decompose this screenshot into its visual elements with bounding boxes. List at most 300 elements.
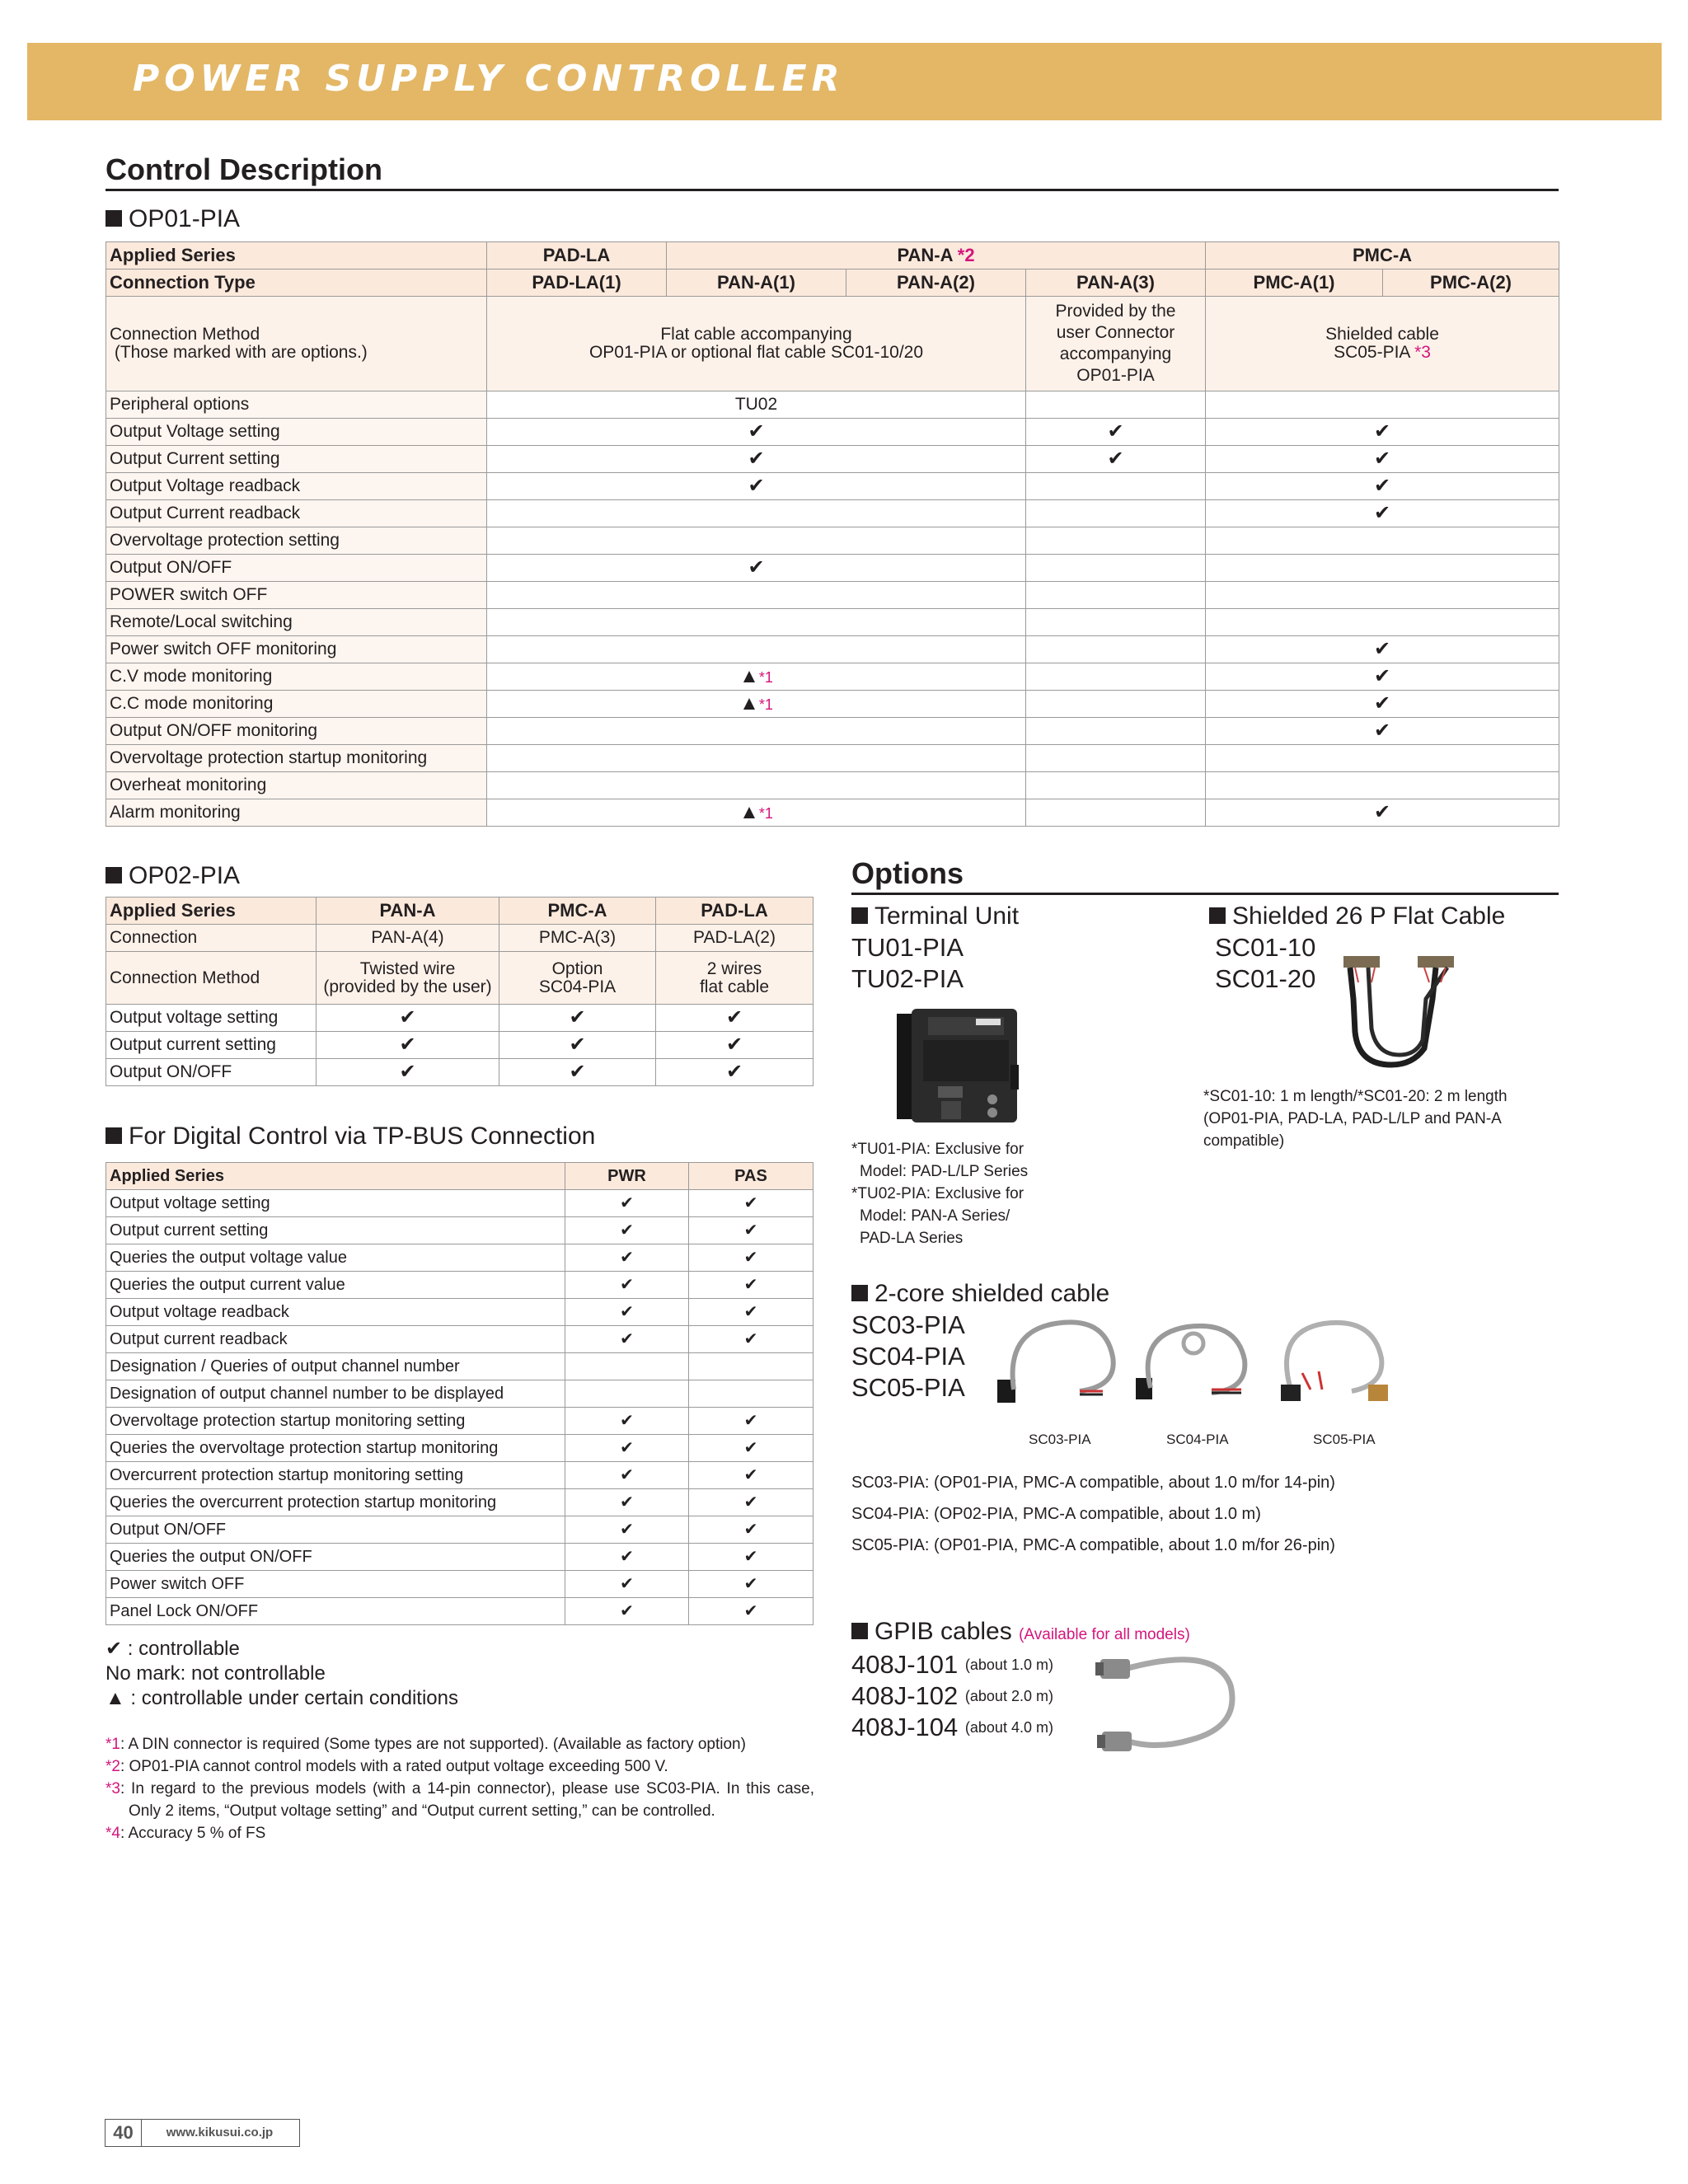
- header-cell: PAD-LA: [487, 242, 667, 269]
- note-line: SC03-PIA: (OP01-PIA, PMC-A compatible, about 1.0 m/for 14-pin): [851, 1474, 1335, 1492]
- table-cell: [1026, 391, 1206, 419]
- footer-url: www.kikusui.co.jp: [140, 2119, 300, 2147]
- row-label: [106, 297, 487, 391]
- table-row: [106, 1059, 814, 1086]
- table-row: [106, 609, 1559, 636]
- row-label: Output ON/OFF: [106, 555, 487, 582]
- legend: [106, 1637, 458, 1711]
- row-label: Output ON/OFF monitoring: [106, 718, 487, 745]
- table-cell: [1026, 772, 1206, 799]
- table-row: [106, 718, 1559, 745]
- gpib-cable-photo: [1092, 1652, 1240, 1755]
- table-cell: ✔: [689, 1544, 814, 1571]
- table-cell: [487, 527, 1026, 555]
- table-cell: [1206, 745, 1559, 772]
- gpib-model: [851, 1712, 1053, 1743]
- terminal-heading: [851, 902, 1019, 930]
- table-row: [106, 1299, 814, 1326]
- header-cell: Connection Type: [106, 269, 487, 297]
- options-title: Options: [851, 856, 964, 890]
- header-banner: [27, 43, 1662, 120]
- table-row: [106, 555, 1559, 582]
- twocore-models: [851, 1310, 965, 1404]
- table-row: [106, 269, 1559, 297]
- note-line: SC05-PIA: (OP01-PIA, PMC-A compatible, about 1.0 m/for 26-pin): [851, 1536, 1335, 1554]
- table-cell: [487, 419, 1026, 446]
- table-row: [106, 1005, 814, 1032]
- legend-controllable: ✔ : controllable: [106, 1638, 240, 1660]
- table-cell: ✔: [1206, 473, 1559, 500]
- row-label: Output ON/OFF: [106, 1059, 316, 1086]
- table-cell: [1206, 609, 1559, 636]
- table-cell: [1026, 582, 1206, 609]
- table-cell: ✔: [565, 1326, 689, 1353]
- options-rule: [851, 893, 1559, 895]
- cell-mark: ✔: [748, 556, 765, 579]
- header-cell: Applied Series: [106, 1163, 565, 1190]
- footnote-2: [106, 1755, 814, 1778]
- model-name: SC01-10: [1215, 933, 1316, 962]
- legend-not-controllable: No mark: not controllable: [106, 1662, 326, 1685]
- table-row: [106, 500, 1559, 527]
- table-row: [106, 898, 814, 925]
- row-label: C.C mode monitoring: [106, 691, 487, 718]
- banner-title: POWER SUPPLY CONTROLLER: [133, 58, 845, 100]
- cell-line: SC05-PIA: [1334, 343, 1410, 362]
- table-row: [106, 1244, 814, 1272]
- table-cell: ✔: [565, 1544, 689, 1571]
- footnote-mark: *1: [758, 668, 773, 686]
- note-line: Model: PAD-L/LP Series: [860, 1163, 1029, 1180]
- method-shield-cell: [1206, 297, 1559, 391]
- cell-line: (provided by the user): [323, 977, 492, 996]
- flat-cable-heading: [1209, 902, 1505, 930]
- table-row: [106, 663, 1559, 691]
- op02-heading-text: OP02-PIA: [129, 862, 241, 889]
- header-cell: PAD-LA(1): [487, 269, 667, 297]
- header-cell: PAN-A(1): [667, 269, 846, 297]
- op02-table: [106, 897, 814, 1086]
- header-cell: PWR: [565, 1163, 689, 1190]
- cell-mark: ▲: [739, 691, 759, 715]
- header-cell: Applied Series: [106, 898, 316, 925]
- table-cell: ✔: [689, 1516, 814, 1544]
- table-row: [106, 1272, 814, 1299]
- table-cell: ✔: [1206, 419, 1559, 446]
- table-cell: ✔: [499, 1059, 656, 1086]
- footnotes: [106, 1733, 814, 1844]
- table-cell: [1026, 527, 1206, 555]
- footnote-mark: *4: [106, 1825, 120, 1842]
- row-label: Connection: [106, 925, 316, 952]
- table-row: [106, 745, 1559, 772]
- row-label: Output Voltage readback: [106, 473, 487, 500]
- cell-line: Twisted wire: [359, 958, 456, 978]
- table-row: [106, 297, 1559, 391]
- row-label: Output ON/OFF: [106, 1516, 565, 1544]
- table-cell: PMC-A(3): [499, 925, 656, 952]
- note-line: *TU02-PIA: Exclusive for: [851, 1185, 1025, 1202]
- table-cell: ✔: [656, 1032, 814, 1059]
- table-cell: [487, 555, 1026, 582]
- table-cell: [689, 1353, 814, 1380]
- table-cell: [565, 1353, 689, 1380]
- table-cell: [487, 718, 1026, 745]
- row-label: Queries the output ON/OFF: [106, 1544, 565, 1571]
- table-cell: ✔: [1026, 419, 1206, 446]
- table-row: [106, 1544, 814, 1571]
- table-cell: ✔: [689, 1326, 814, 1353]
- flat-cable-heading-text: Shielded 26 P Flat Cable: [1232, 902, 1506, 930]
- terminal-heading-text: Terminal Unit: [874, 902, 1020, 930]
- model-length: (about 1.0 m): [964, 1657, 1053, 1673]
- table-row: [106, 419, 1559, 446]
- twocore-heading-text: 2-core shielded cable: [874, 1280, 1110, 1307]
- model-length: (about 2.0 m): [964, 1688, 1053, 1704]
- table-row: [106, 691, 1559, 718]
- op01-heading: [106, 205, 240, 233]
- cell-line: Provided by the: [1055, 302, 1176, 321]
- table-cell: [1026, 636, 1206, 663]
- model-name: 408J-102: [851, 1681, 959, 1710]
- table-row: [106, 1571, 814, 1598]
- row-label: Output voltage readback: [106, 1299, 565, 1326]
- row-label: Overvoltage protection setting: [106, 527, 487, 555]
- table-cell: ✔: [565, 1516, 689, 1544]
- method-user-cell: [1026, 297, 1206, 391]
- row-label: Queries the output current value: [106, 1272, 565, 1299]
- table-row: [106, 1516, 814, 1544]
- twocore-heading: [851, 1280, 1109, 1308]
- row-label: Overvoltage protection startup monitoring: [106, 745, 487, 772]
- table-cell: [487, 500, 1026, 527]
- table-row: [106, 1326, 814, 1353]
- header-cell: PMC-A(1): [1206, 269, 1383, 297]
- row-label: Queries the output voltage value: [106, 1244, 565, 1272]
- table-cell: [1026, 473, 1206, 500]
- cell-line: 2 wires: [706, 958, 762, 978]
- section-title: Control Description: [106, 152, 383, 186]
- bullet-square-icon: [851, 1285, 868, 1301]
- model-length: (about 4.0 m): [964, 1719, 1053, 1736]
- bullet-square-icon: [106, 210, 122, 227]
- tpbus-heading: [106, 1122, 595, 1151]
- table-cell: [656, 952, 814, 1005]
- table-cell: ✔: [689, 1598, 814, 1625]
- bullet-square-icon: [851, 1623, 868, 1639]
- photo-caption: SC03-PIA: [1029, 1432, 1091, 1447]
- table-cell: [1206, 772, 1559, 799]
- table-cell: [1206, 555, 1559, 582]
- table-cell: ✔: [1206, 446, 1559, 473]
- table-cell: [1026, 745, 1206, 772]
- table-row: [106, 391, 1559, 419]
- bullet-square-icon: [1209, 907, 1226, 924]
- table-row: [106, 952, 814, 1005]
- table-cell: ✔: [689, 1244, 814, 1272]
- model-name: SC03-PIA: [851, 1310, 965, 1339]
- table-cell: [487, 663, 1026, 691]
- table-cell: ✔: [689, 1489, 814, 1516]
- table-row: [106, 446, 1559, 473]
- table-row: [106, 799, 1559, 827]
- model-name: TU01-PIA: [851, 933, 964, 962]
- table-row: [106, 1598, 814, 1625]
- gpib-model: [851, 1680, 1053, 1712]
- header-cell-text: PAN-A: [897, 245, 953, 265]
- flat-cable-note: *SC01-10: 1 m length/*SC01-20: 2 m length (OP01-PIA, PAD-LA, PAD-L/LP and PAN-A compatible): [1203, 1088, 1507, 1150]
- row-label: Overvoltage protection startup monitoring setting: [106, 1408, 565, 1435]
- cell-line: accompanying: [1059, 344, 1172, 363]
- op02-heading: [106, 862, 240, 890]
- table-cell: ✔: [565, 1299, 689, 1326]
- row-label: Output current readback: [106, 1326, 565, 1353]
- table-row: [106, 1462, 814, 1489]
- table-cell: ✔: [316, 1059, 499, 1086]
- footnote-mark: *1: [758, 696, 773, 713]
- cell-mark: ✔: [748, 448, 765, 470]
- table-cell: ✔: [1206, 691, 1559, 718]
- cell-line: user Connector: [1056, 323, 1175, 342]
- table-cell: [316, 952, 499, 1005]
- footnote-mark: *1: [758, 804, 773, 822]
- model-name: TU02-PIA: [851, 964, 964, 993]
- note-line: *TU01-PIA: Exclusive for: [851, 1141, 1025, 1158]
- row-label: Designation of output channel number to be displayed: [106, 1380, 565, 1408]
- table-cell: [1026, 663, 1206, 691]
- table-cell: [1026, 609, 1206, 636]
- row-label: C.V mode monitoring: [106, 663, 487, 691]
- bullet-square-icon: [106, 867, 122, 883]
- bullet-square-icon: [106, 1127, 122, 1144]
- table-cell: [487, 691, 1026, 718]
- legend-conditional: ▲ : controllable under certain conditions: [106, 1687, 458, 1709]
- section-rule: [106, 189, 1559, 191]
- footnote-mark: *1: [106, 1736, 120, 1753]
- table-cell: ✔: [565, 1489, 689, 1516]
- row-label: Connection Method: [106, 952, 316, 1005]
- cell-line: SC04-PIA: [538, 977, 617, 996]
- table-cell: [1206, 527, 1559, 555]
- table-cell: ✔: [1206, 636, 1559, 663]
- gpib-model: [851, 1649, 1053, 1680]
- row-label: Peripheral options: [106, 391, 487, 419]
- table-cell: ✔: [689, 1571, 814, 1598]
- table-row: [106, 1435, 814, 1462]
- row-label: Overheat monitoring: [106, 772, 487, 799]
- footnote-mark: *3: [106, 1780, 120, 1797]
- cell-line: flat cable: [699, 977, 770, 996]
- footnote-mark: *2: [106, 1758, 120, 1775]
- row-label: Output current setting: [106, 1032, 316, 1059]
- table-cell: ✔: [565, 1272, 689, 1299]
- model-name: SC05-PIA: [851, 1373, 965, 1402]
- header-cell: PAN-A: [316, 898, 499, 925]
- cell-line: Shielded cable: [1325, 325, 1439, 344]
- row-label: Output Current readback: [106, 500, 487, 527]
- table-cell: [1026, 691, 1206, 718]
- method-flat-cell: [487, 297, 1026, 391]
- row-label: Queries the overvoltage protection startup monitoring: [106, 1435, 565, 1462]
- table-cell: PAN-A(4): [316, 925, 499, 952]
- table-cell: ✔: [499, 1005, 656, 1032]
- footnote-1: [106, 1733, 814, 1755]
- table-cell: ✔: [689, 1435, 814, 1462]
- table-cell: ✔: [565, 1571, 689, 1598]
- table-cell: ✔: [565, 1244, 689, 1272]
- table-cell: [1206, 582, 1559, 609]
- table-cell: ✔: [1026, 446, 1206, 473]
- row-label: Power switch OFF: [106, 1571, 565, 1598]
- table-cell: ✔: [656, 1005, 814, 1032]
- row-label: Output voltage setting: [106, 1190, 565, 1217]
- twocore-notes: [851, 1467, 1335, 1561]
- note-line: PAD-LA Series: [860, 1230, 964, 1247]
- model-name: SC04-PIA: [851, 1342, 965, 1371]
- table-cell: [487, 609, 1026, 636]
- table-cell: [487, 582, 1026, 609]
- model-name: 408J-104: [851, 1713, 959, 1741]
- footnote-mark: *3: [1414, 343, 1431, 362]
- table-cell: ✔: [316, 1032, 499, 1059]
- table-cell: ✔: [499, 1032, 656, 1059]
- gpib-heading: [851, 1618, 1190, 1646]
- tpbus-table: [106, 1162, 814, 1625]
- cell-line: OP01-PIA or optional flat cable SC01-10/20: [588, 343, 924, 362]
- table-cell: ✔: [689, 1462, 814, 1489]
- row-label: Output voltage setting: [106, 1005, 316, 1032]
- table-cell: [1026, 799, 1206, 827]
- gpib-heading-text: GPIB cables: [874, 1618, 1012, 1645]
- table-cell: ✔: [689, 1190, 814, 1217]
- table-cell: ✔: [565, 1435, 689, 1462]
- row-label: Output Voltage setting: [106, 419, 487, 446]
- table-cell: ✔: [689, 1217, 814, 1244]
- table-row: [106, 527, 1559, 555]
- table-row: [106, 1353, 814, 1380]
- row-label: Panel Lock ON/OFF: [106, 1598, 565, 1625]
- row-label: Alarm monitoring: [106, 799, 487, 827]
- table-row: [106, 772, 1559, 799]
- page-number: 40: [105, 2119, 142, 2147]
- table-row: [106, 636, 1559, 663]
- table-cell: [1206, 391, 1559, 419]
- row-label-line: (Those marked with are options.): [114, 343, 368, 362]
- cell-mark: ▲: [739, 800, 759, 823]
- table-cell: [487, 799, 1026, 827]
- table-row: [106, 1163, 814, 1190]
- flat-cable-photo: [1334, 949, 1482, 1073]
- table-cell: ✔: [689, 1272, 814, 1299]
- table-row: [106, 1217, 814, 1244]
- table-row: [106, 582, 1559, 609]
- footnote-3: [106, 1778, 814, 1822]
- row-label: POWER switch OFF: [106, 582, 487, 609]
- header-cell: Applied Series: [106, 242, 487, 269]
- table-row: [106, 1408, 814, 1435]
- table-cell: [499, 952, 656, 1005]
- table-cell: ✔: [1206, 718, 1559, 745]
- flat-cable-models: [1215, 932, 1315, 995]
- table-cell: [1026, 500, 1206, 527]
- header-cell: [667, 242, 1206, 269]
- table-row: [106, 1032, 814, 1059]
- footnote-mark: *2: [957, 245, 975, 265]
- op01-heading-text: OP01-PIA: [129, 205, 241, 232]
- cell-line: Option: [551, 958, 603, 978]
- row-label: Remote/Local switching: [106, 609, 487, 636]
- table-cell: ✔: [689, 1299, 814, 1326]
- twocore-cables-photo: [997, 1315, 1393, 1406]
- footnote-text: : Accuracy 5 % of FS: [120, 1825, 266, 1842]
- table-cell: ✔: [565, 1462, 689, 1489]
- table-row: [106, 1489, 814, 1516]
- table-cell: ✔: [1206, 663, 1559, 691]
- table-cell: ✔: [565, 1598, 689, 1625]
- footnote-text: : OP01-PIA cannot control models with a rated output voltage exceeding 500 V.: [120, 1758, 668, 1775]
- note-line: SC04-PIA: (OP02-PIA, PMC-A compatible, about 1.0 m): [851, 1505, 1261, 1523]
- header-cell: PAS: [689, 1163, 814, 1190]
- header-cell: PMC-A(2): [1383, 269, 1559, 297]
- model-name: 408J-101: [851, 1650, 959, 1679]
- row-label: Overcurrent protection startup monitoring setting: [106, 1462, 565, 1489]
- footnote-4: [106, 1822, 814, 1844]
- gpib-models: [851, 1649, 1053, 1743]
- cell-mark: ✔: [748, 420, 765, 443]
- photo-caption: SC04-PIA: [1166, 1432, 1229, 1447]
- table-cell: ✔: [1206, 500, 1559, 527]
- table-cell: [487, 745, 1026, 772]
- table-cell: ✔: [565, 1408, 689, 1435]
- row-label: Power switch OFF monitoring: [106, 636, 487, 663]
- table-cell: [487, 446, 1026, 473]
- model-name: SC01-20: [1215, 964, 1316, 993]
- note-line: Model: PAN-A Series/: [860, 1207, 1010, 1225]
- table-cell: ✔: [565, 1217, 689, 1244]
- row-label: Designation / Queries of output channel number: [106, 1353, 565, 1380]
- bullet-square-icon: [851, 907, 868, 924]
- table-cell: ✔: [656, 1059, 814, 1086]
- table-cell: [487, 636, 1026, 663]
- cell-line: Flat cable accompanying: [660, 325, 852, 344]
- header-cell: PMC-A: [499, 898, 656, 925]
- cell-line: OP01-PIA: [1076, 366, 1155, 385]
- row-label: Output current setting: [106, 1217, 565, 1244]
- header-cell: PAD-LA: [656, 898, 814, 925]
- table-cell: ✔: [565, 1190, 689, 1217]
- table-row: [106, 925, 814, 952]
- table-cell: ✔: [1206, 799, 1559, 827]
- table-cell: [1026, 555, 1206, 582]
- table-row: [106, 1380, 814, 1408]
- terminal-notes: [851, 1138, 1066, 1249]
- footnote-text: : A DIN connector is required (Some types are not supported). (Available as factory option): [120, 1736, 746, 1753]
- table-row: [106, 242, 1559, 269]
- table-cell: [689, 1380, 814, 1408]
- table-row: [106, 473, 1559, 500]
- table-cell: PAD-LA(2): [656, 925, 814, 952]
- table-cell: ✔: [316, 1005, 499, 1032]
- table-cell: TU02: [487, 391, 1026, 419]
- table-row: [106, 1190, 814, 1217]
- footnote-text: : In regard to the previous models (with a 14-pin connector), please use SC03-PIA. In this case, Only 2 items, “Output voltage setting” and “Output current setting,” can be controlled.: [120, 1780, 814, 1820]
- row-label-line: Connection Method: [110, 325, 260, 344]
- header-cell: PAN-A(3): [1026, 269, 1206, 297]
- table-cell: [565, 1380, 689, 1408]
- op01-table: [106, 241, 1559, 827]
- table-cell: [487, 473, 1026, 500]
- gpib-availability: (Available for all models): [1019, 1626, 1190, 1643]
